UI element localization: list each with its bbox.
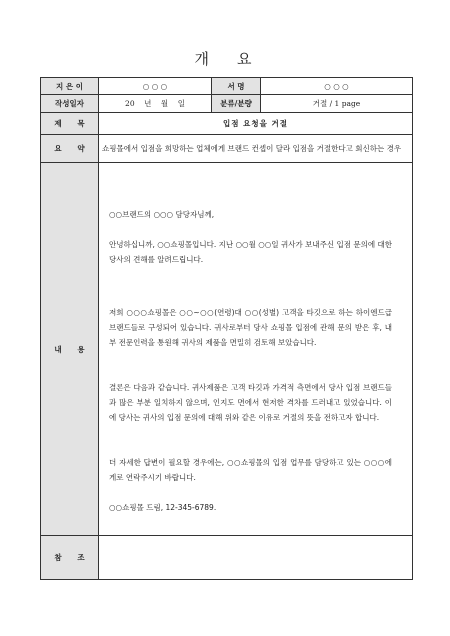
signature-value: ○ ○ ○ [261, 78, 413, 95]
content-background: 저희 ○○○쇼핑몰은 ○○~○○(연령)대 ○○(성별) 고객을 타깃으로 하는 하이엔드급 브랜드들로 구성되어 있습니다. 귀사로부터 당사 쇼핑몰 입점에 관해 문의 받은 후, 내부 전문인력을 통원해 귀사의 제품을 면밀히 검토해 보았습니다. [109, 308, 392, 347]
author-label: 지 은 이 [41, 78, 99, 95]
summary-label: 요 약 [41, 135, 99, 163]
content-greeting: ○○브랜드의 ○○○ 담당자님께, [109, 210, 215, 219]
date-value: 20 년 월 일 [99, 95, 212, 113]
content-label: 내 용 [41, 163, 99, 536]
signature-label: 서 명 [212, 78, 261, 95]
content-contact: 더 자세한 답변이 필요할 경우에는, ○○쇼핑몰의 입점 업무를 담당하고 있는 ○○○에게로 연락주시기 바랍니다. [109, 458, 392, 482]
content-conclusion: 결론은 다음과 같습니다. 귀사제품은 고객 타깃과 가격적 측면에서 당사 입점 브랜드들과 많은 부분 일치하지 않으며, 인지도 면에서 현저한 격차를 드러내고 있었습니다. 이에 당사는 귀사의 입점 문의에 대해 위와 같은 이유로 거절의 뜻을 전하고자 합니다. [109, 383, 392, 422]
subject-value: 입점 요청을 거절 [99, 113, 413, 135]
summary-value: 쇼핑몰에서 입점을 희망하는 업체에게 브랜드 컨셉이 달라 입점을 거절한다고 회신하는 경우 [99, 135, 413, 163]
reference-label: 참 조 [41, 536, 99, 580]
subject-label: 제 목 [41, 113, 99, 135]
document-title-left: 개 [194, 50, 213, 68]
document-title-right: 요 [237, 50, 256, 68]
author-value: ○ ○ ○ [99, 78, 212, 95]
content-body [99, 163, 413, 536]
content-signoff: ○○쇼핑몰 드림, 12-345-6789. [109, 503, 217, 512]
document-title [0, 48, 450, 69]
reference-value [99, 536, 413, 580]
content-intro: 안녕하십니까, ○○쇼핑몰입니다. 지난 ○○월 ○○일 귀사가 보내주신 입점 문의에 대한 당사의 견해를 알려드립니다. [109, 240, 392, 264]
category-label: 분류/분량 [212, 95, 261, 113]
category-value: 거절 / 1 page [261, 95, 413, 113]
date-label: 작성일자 [41, 95, 99, 113]
overview-form [40, 77, 413, 580]
